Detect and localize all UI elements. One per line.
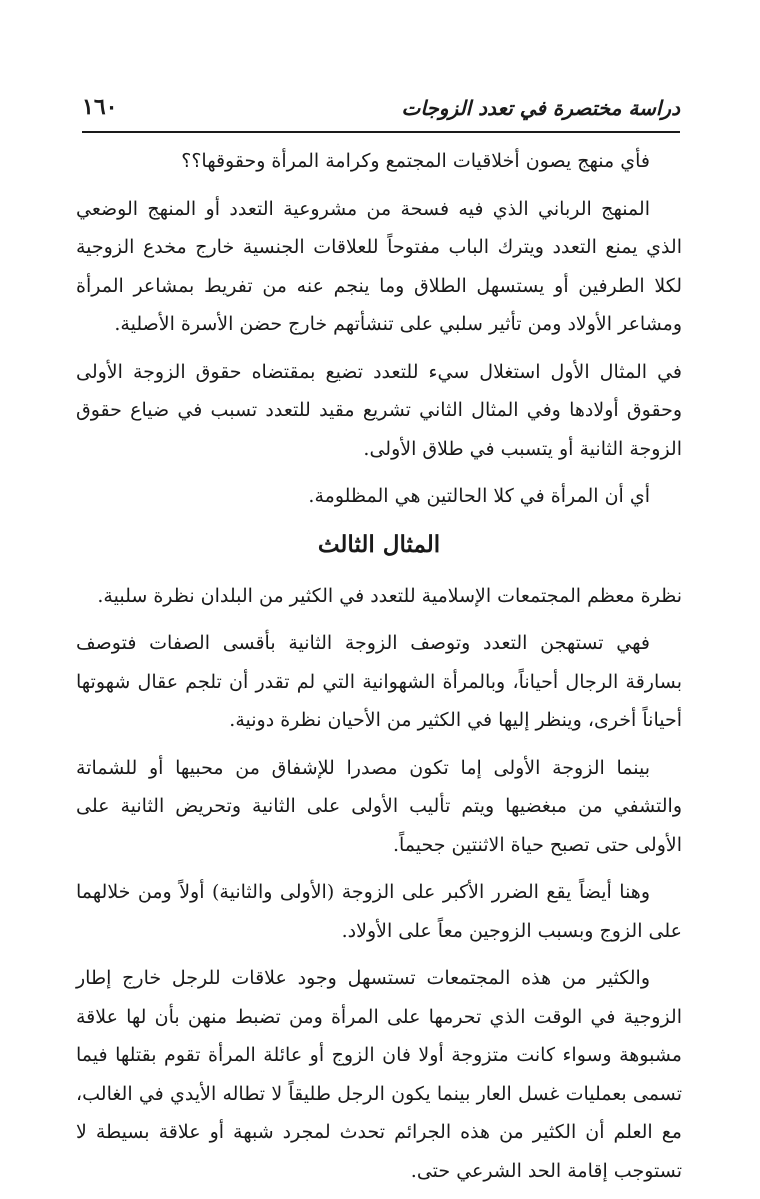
- section-heading: المثال الثالث: [317, 530, 441, 558]
- page-body: [76, 142, 682, 1199]
- running-header: [82, 92, 680, 126]
- paragraph-negative-view: نظرة معظم المجتمعات الإسلامية للتعدد في الكثير من البلدان نظرة سلبية.: [97, 584, 682, 607]
- paragraph-greater-harm: وهنا أيضاً يقع الضرر الأكبر على الزوجة (الأولى والثانية) أولاً ومن خلالهما على الزوج وبسبب الزوجين معاً على الأولاد.: [76, 881, 682, 942]
- paragraph-second-wife: فهي تستهجن التعدد وتوصف الزوجة الثانية بأقسى الصفات فتوصف بسارقة الرجال أحياناً، وبالمرأة الشهوانية التي لم تقدر أن تلجم عقال شهوتها أحياناً أخرى، وينظر إليها في الكثير من الأحيان نظرة دونية.: [76, 632, 682, 731]
- paragraph-divine-method: المنهج الرباني الذي فيه فسحة من مشروعية التعدد أو المنهج الوضعي الذي يمنع التعدد ويترك الباب مفتوحاً للعلاقات الجنسية خارج مخدع الزوجية لكلا الطرفين أو يستسهل الطلاق وما ينجم عنه من تفريط بمشاعر المرأة ومشاعر الأولاد ومن تأثير سلبي على تنشأتهم خارج حضن الأسرة الأصلية.: [76, 197, 682, 335]
- running-header-title: دراسة مختصرة في تعدد الزوجات: [401, 96, 680, 120]
- page-number: ١٦٠: [82, 94, 118, 120]
- paragraph-question: فأي منهج يصون أخلاقيات المجتمع وكرامة المرأة وحقوقها؟؟: [181, 150, 650, 172]
- paragraph-honor-crimes: والكثير من هذه المجتمعات تستسهل وجود علاقات للرجل خارج إطار الزوجية في الوقت الذي تحرمها على المرأة ومن تضبط منهن بأن لها علاقة مشبوهة وسواء كانت متزوجة أولا فان الزوج أو عائلة المرأة تقوم بقتلها فيما تسمى بعمليات غسل العار بينما يكون الرجل طليقاً لا تطاله الأيدي في الغالب، مع العلم أن الكثير من هذه الجرائم تحدث لمجرد شبهة أو علاقة بسيطة لا تستوجب إقامة الحد الشرعي حتى.: [76, 967, 682, 1182]
- paragraph-first-wife: بينما الزوجة الأولى إما تكون مصدرا للإشفاق من محبيها أو للشماتة والتشفي من مبغضيها ويتم تأليب الأولى على الثانية وتحريض الثانية على الأولى حتى تصبح حياة الاثنتين جحيماً.: [76, 756, 682, 856]
- paragraph-first-second-example: في المثال الأول استغلال سيء للتعدد تضيع بمقتضاه حقوق الزوجة الأولى وحقوق أولادها وفي المثال الثاني تشريع مقيد للتعدد تسبب في ضياع حقوق الزوجة الثانية أو يتسبب في طلاق الأولى.: [76, 360, 682, 460]
- header-divider: [82, 131, 680, 133]
- paragraph-woman-wronged: أي أن المرأة في كلا الحالتين هي المظلومة.: [308, 485, 650, 507]
